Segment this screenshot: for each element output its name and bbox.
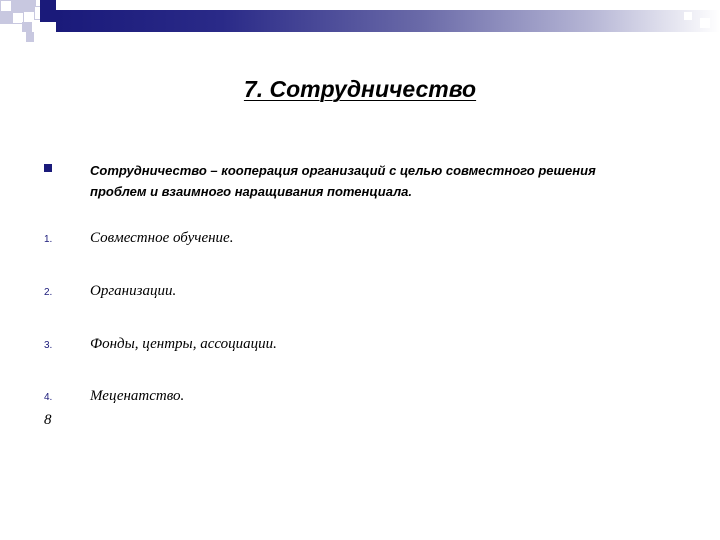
list-item: Совместное обучение.	[90, 230, 234, 246]
header-band	[56, 10, 720, 32]
decor-square	[40, 0, 56, 22]
list-item: Меценатство.	[90, 388, 185, 404]
decor-square	[12, 0, 24, 12]
band-notch	[684, 12, 692, 20]
page-number: 8	[44, 412, 52, 428]
list-number: 3.	[44, 340, 53, 351]
slide-title: 7. Сотрудничество	[243, 76, 477, 102]
decor-square	[0, 12, 12, 24]
decor-square	[26, 32, 34, 42]
bullet-square-icon	[44, 164, 52, 172]
decor-square	[0, 0, 12, 12]
list-number: 4.	[44, 392, 53, 403]
definition-text: Сотрудничество – кооперация организаций с целью совместного решения проблем и взаимного наращивания потенциала.	[90, 163, 596, 199]
list-number: 2.	[44, 287, 53, 298]
list-item: Организации.	[90, 283, 177, 299]
band-notch	[700, 18, 710, 28]
list-item: Фонды, центры, ассоциации.	[90, 336, 277, 352]
decor-square	[22, 22, 32, 32]
list-number: 1.	[44, 234, 53, 245]
